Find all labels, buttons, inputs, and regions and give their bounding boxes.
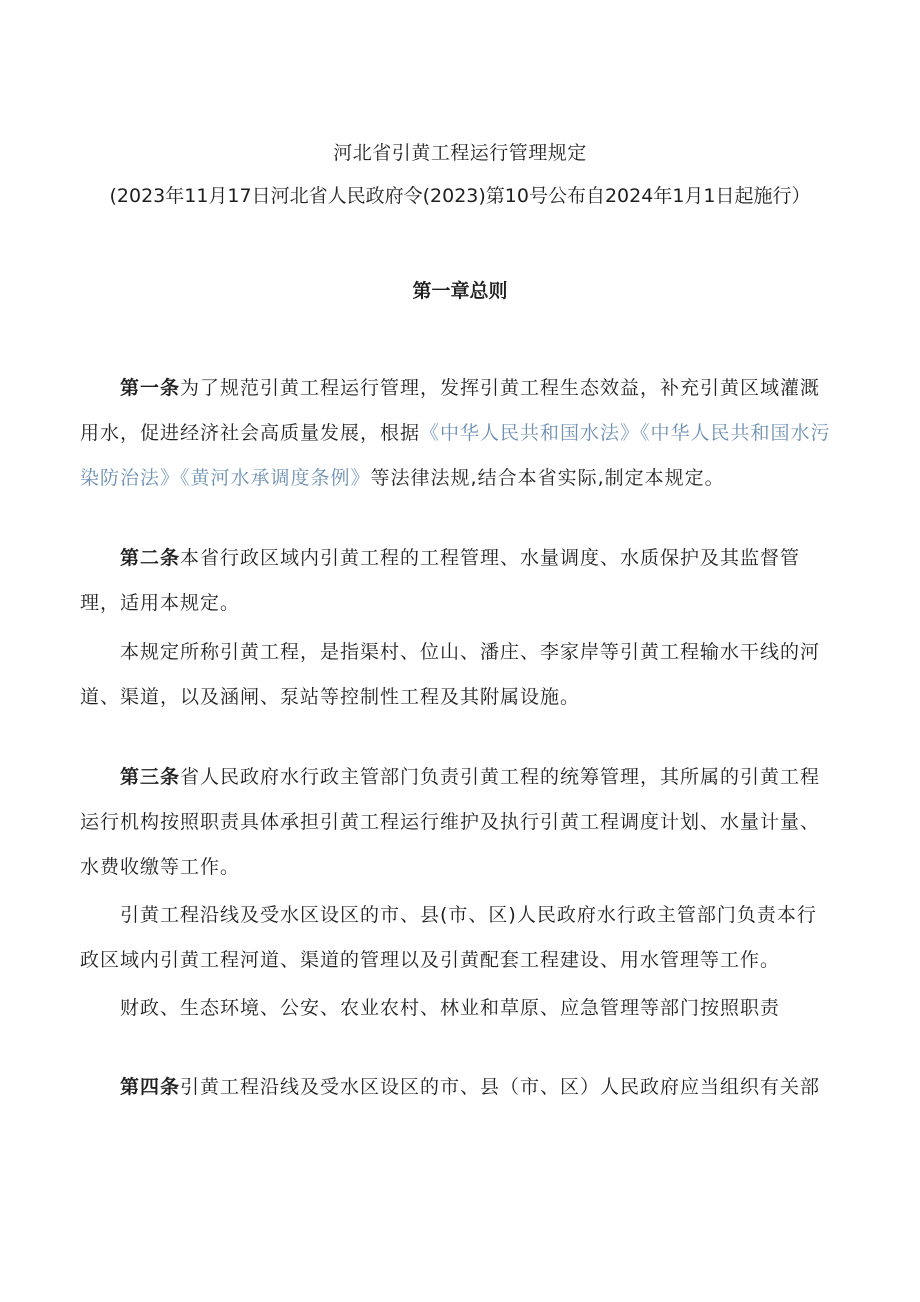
article-2 (80, 536, 832, 626)
article-text: 等法律法规,结合本省实际,制定本规定。 (370, 467, 725, 489)
article-label: 第三条 (120, 766, 181, 788)
law-link[interactable]: 《中华人民共和国水法》 (420, 422, 641, 444)
article-3 (80, 755, 832, 890)
article-text: 引黄工程沿线及受水区设区的市、县（市、区）人民政府应当组织有关部 (180, 1076, 821, 1098)
article-text: 省人民政府水行政主管部门负责引黄工程的统筹管理，其所属的引黄工程运行机构按照职责具体承担引黄工程运行维护及执行引黄工程调度计划、水量计量、水费收缴等工作。 (80, 766, 821, 878)
document-title: 河北省引黄工程运行管理规定 (333, 142, 587, 164)
article-label: 第四条 (120, 1076, 181, 1098)
article-text: 本省行政区域内引黄工程的工程管理、水量调度、水质保护及其监督管理，适用本规定。 (80, 547, 801, 614)
document-subtitle: (2023年11月17日河北省人民政府令(2023)第10号公布自2024年1月1日起施行） (109, 185, 811, 207)
article-label: 第二条 (120, 547, 181, 569)
article-1 (80, 366, 832, 501)
article-3-paragraph: 引黄工程沿线及受水区设区的市、县(市、区)人民政府水行政主管部门负责本行政区域内引黄工程河道、渠道的管理以及引黄配套工程建设、用水管理等工作。 (80, 904, 817, 971)
law-link[interactable]: 《中华人民共和国水污染防治法》 (80, 422, 831, 489)
article-label: 第一条 (120, 377, 181, 399)
article-3-paragraph: 财政、生态环境、公安、农业农村、林业和草原、应急管理等部门按照职责 (120, 997, 781, 1019)
chapter-heading: 第一章总则 (412, 280, 508, 302)
article-2-paragraph: 本规定所称引黄工程，是指渠村、位山、潘庄、李家岸等引黄工程输水干线的河道、渠道，以及涵闸、泵站等控制性工程及其附属设施。 (80, 641, 821, 708)
law-link[interactable]: 《黄河水承调度条例》 (180, 467, 371, 489)
article-4 (80, 1065, 832, 1110)
article-text: 为了规范引黄工程运行管理，发挥引黄工程生态效益，补充引黄区域灌溉用水，促进经济社会高质量发展，根据 (80, 377, 821, 444)
